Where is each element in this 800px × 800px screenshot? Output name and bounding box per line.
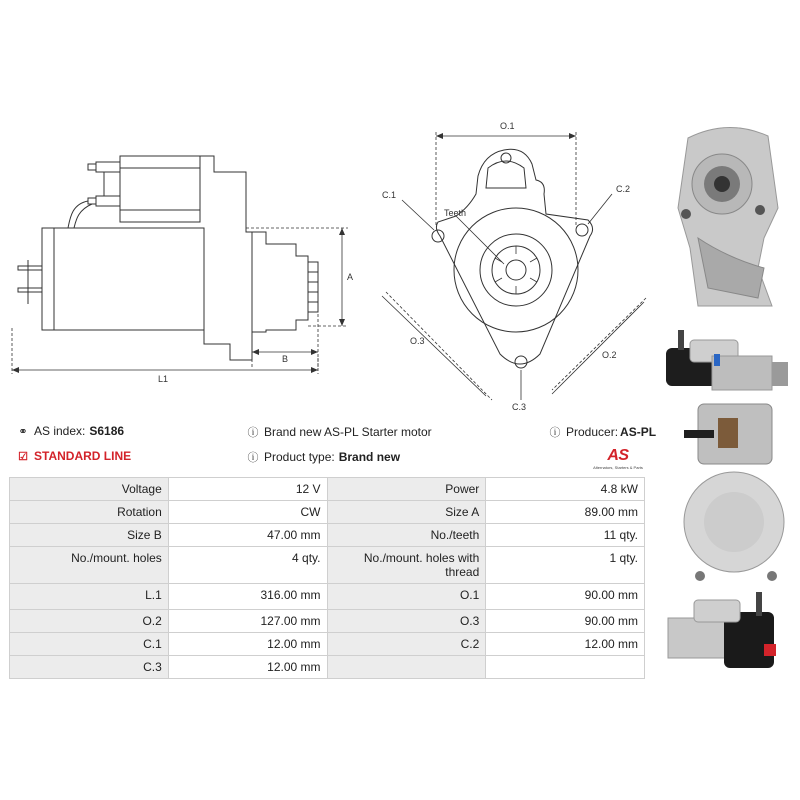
spec-value: 89.00 mm — [486, 501, 645, 524]
spec-value: 316.00 mm — [168, 584, 327, 610]
spec-value: 12 V — [168, 478, 327, 501]
info-icon: ⓘ — [549, 427, 561, 439]
spec-value: CW — [168, 501, 327, 524]
as-pl-logo — [586, 447, 650, 471]
as-index-label: AS index: — [34, 424, 86, 438]
dim-o3-label: O.3 — [410, 336, 425, 346]
producer-value: AS-PL — [620, 425, 657, 439]
spec-value: 47.00 mm — [168, 524, 327, 547]
spec-label: Voltage — [10, 478, 169, 501]
spec-value: 11 qty. — [486, 524, 645, 547]
spec-value: 1 qty. — [486, 547, 645, 584]
table-row — [10, 656, 645, 679]
spec-value — [486, 656, 645, 679]
dim-o1-label: O.1 — [500, 121, 515, 131]
dim-l1-label: L1 — [158, 374, 169, 384]
spec-value: 90.00 mm — [486, 584, 645, 610]
product-photo-side-bottom — [664, 588, 792, 674]
front-view-drawing — [376, 118, 656, 418]
spec-label — [327, 656, 486, 679]
spec-value: 4.8 kW — [486, 478, 645, 501]
product-type-row — [246, 449, 400, 465]
table-row — [10, 584, 645, 610]
dim-a-label: A — [347, 272, 354, 282]
spec-label: Size A — [327, 501, 486, 524]
spec-label: L.1 — [10, 584, 169, 610]
side-view-svg — [8, 148, 368, 388]
table-row — [10, 478, 645, 501]
standard-line-row — [16, 449, 131, 463]
table-row — [10, 610, 645, 633]
spec-value: 4 qty. — [168, 547, 327, 584]
dim-b-label: B — [282, 354, 289, 364]
spec-label: O.1 — [327, 584, 486, 610]
table-row — [10, 547, 645, 584]
checkbox-check-icon: ☑ — [18, 450, 28, 463]
logo-text: AS — [607, 447, 629, 464]
spec-label: Power — [327, 478, 486, 501]
product-photo-front — [668, 118, 792, 308]
spec-label: No./teeth — [327, 524, 486, 547]
spec-label: O.2 — [10, 610, 169, 633]
dim-o2-label: O.2 — [602, 350, 617, 360]
spec-label: Size B — [10, 524, 169, 547]
producer-label: Producer: — [566, 425, 619, 439]
front-view-svg — [376, 118, 656, 418]
standard-line-label: STANDARD LINE — [34, 449, 132, 463]
info-icon: ⓘ — [247, 427, 259, 439]
spec-label: No./mount. holes with thread — [327, 547, 486, 584]
table-row — [10, 524, 645, 547]
spec-label: No./mount. holes — [10, 547, 169, 584]
spec-value: 12.00 mm — [168, 633, 327, 656]
spec-label: C.2 — [327, 633, 486, 656]
info-icon: ⓘ — [247, 452, 259, 464]
table-row — [10, 501, 645, 524]
spec-table — [9, 477, 645, 679]
spec-label: Rotation — [10, 501, 169, 524]
logo-tagline: Alternators, Starters & Parts — [593, 465, 643, 470]
description-row — [246, 424, 432, 440]
as-index-value: S6186 — [89, 424, 125, 438]
dim-c2-label: C.2 — [616, 184, 631, 194]
product-type-label: Product type: — [264, 450, 335, 464]
product-type-value: Brand new — [338, 450, 401, 464]
tag-icon: ⚭ — [18, 425, 28, 438]
teeth-label: Teeth — [444, 208, 467, 218]
product-photo-side-top — [660, 312, 792, 394]
dim-c3-label: C.3 — [512, 402, 527, 412]
side-view-drawing — [8, 148, 368, 388]
spec-label: O.3 — [327, 610, 486, 633]
spec-label: C.3 — [10, 656, 169, 679]
spec-value: 90.00 mm — [486, 610, 645, 633]
spec-label: C.1 — [10, 633, 169, 656]
dim-c1-label: C.1 — [382, 190, 397, 200]
spec-value: 127.00 mm — [168, 610, 327, 633]
description-text: Brand new AS-PL Starter motor — [264, 425, 432, 439]
spec-value: 12.00 mm — [168, 656, 327, 679]
producer-row — [548, 424, 656, 440]
as-index-row — [16, 424, 124, 438]
spec-value: 12.00 mm — [486, 633, 645, 656]
product-photo-rear — [678, 400, 792, 584]
table-row — [10, 633, 645, 656]
